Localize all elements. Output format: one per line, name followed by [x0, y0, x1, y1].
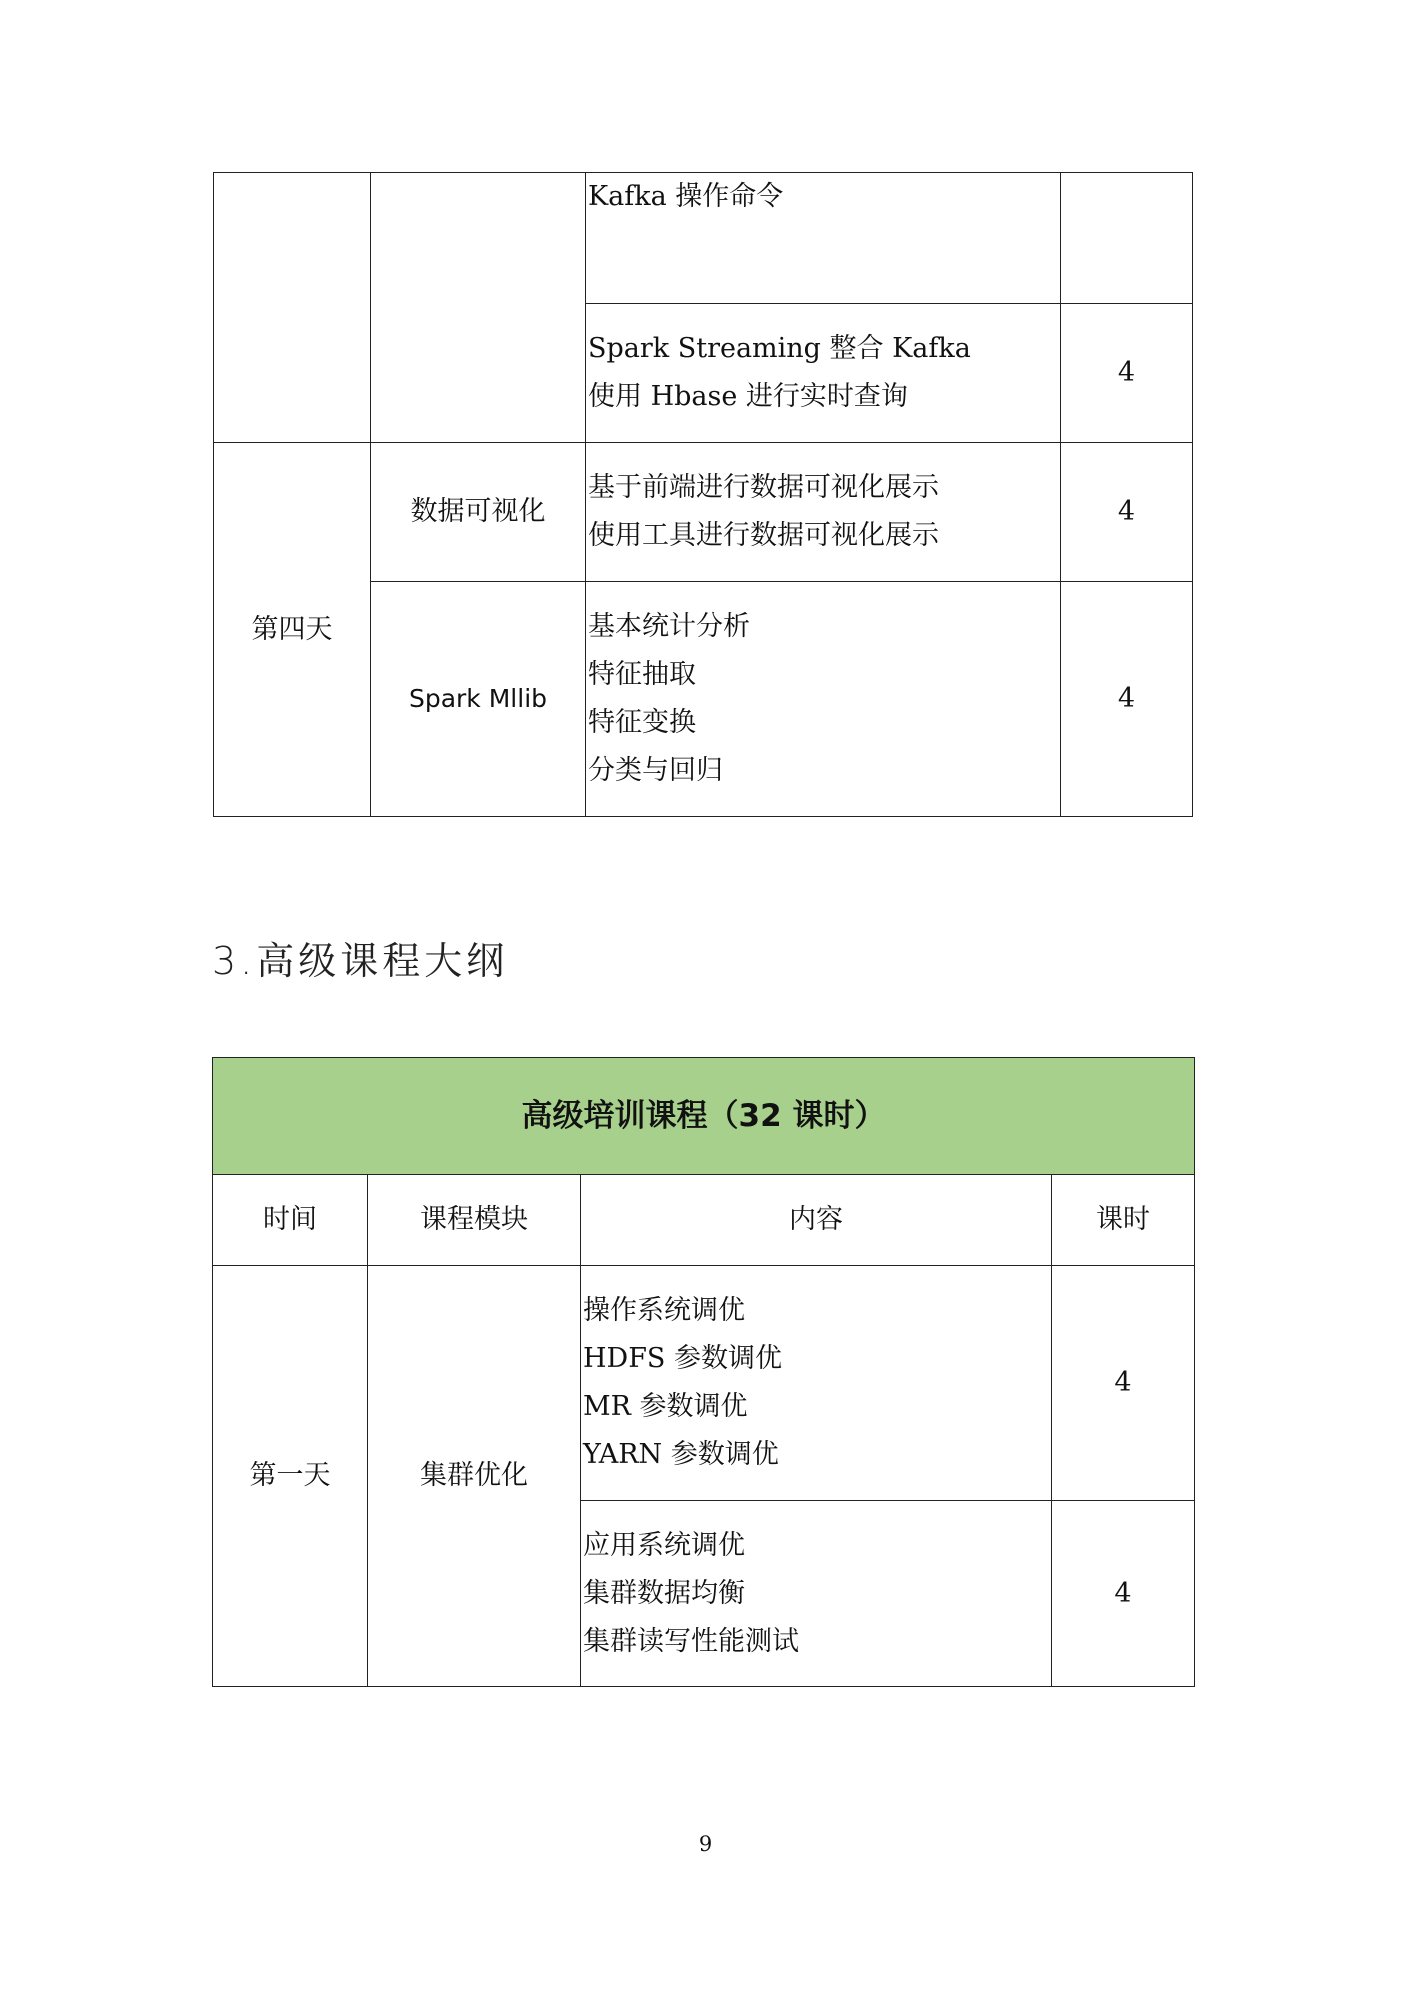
- time-cell: 第四天: [214, 443, 371, 817]
- page-number: 9: [698, 1832, 713, 1856]
- content-line: 应用系统调优: [583, 1529, 745, 1561]
- advanced-course-table: [212, 1057, 1195, 1687]
- table-title: 高级培训课程（32 课时）: [213, 1058, 1195, 1175]
- content-line: 分类与回归: [588, 755, 723, 786]
- time-cell-empty: [214, 173, 371, 443]
- content-cell: [586, 173, 1061, 304]
- content-line: YARN 参数调优: [583, 1439, 779, 1470]
- content-line: 集群读写性能测试: [583, 1625, 799, 1657]
- content-line: 集群数据均衡: [583, 1577, 745, 1609]
- section-heading: 3.高级课程大纲: [212, 939, 509, 983]
- hours-cell: 4: [1061, 304, 1193, 443]
- content-line: 使用工具进行数据可视化展示: [588, 520, 939, 551]
- content-cell: [586, 582, 1061, 817]
- course-table-continued: [213, 172, 1193, 817]
- hours-cell: 4: [1052, 1266, 1195, 1501]
- header-content: 内容: [581, 1175, 1052, 1266]
- hours-cell: 4: [1052, 1501, 1195, 1687]
- content-line: Kafka 操作命令: [588, 181, 784, 212]
- content-line: 基于前端进行数据可视化展示: [588, 472, 939, 503]
- module-cell: 数据可视化: [371, 443, 586, 582]
- hours-cell: [1061, 173, 1193, 304]
- module-cell: Spark Mllib: [371, 582, 586, 817]
- hours-cell: 4: [1061, 443, 1193, 582]
- header-time: 时间: [213, 1175, 368, 1266]
- content-cell: [581, 1266, 1052, 1501]
- content-cell: [586, 304, 1061, 443]
- time-cell: 第一天: [213, 1266, 368, 1687]
- hours-cell: 4: [1061, 582, 1193, 817]
- header-hours: 课时: [1052, 1175, 1195, 1266]
- content-line: 使用 Hbase 进行实时查询: [588, 381, 908, 412]
- content-line: 特征变换: [588, 707, 696, 738]
- content-line: MR 参数调优: [583, 1391, 748, 1422]
- content-line: HDFS 参数调优: [583, 1343, 783, 1374]
- module-cell: 集群优化: [368, 1266, 581, 1687]
- content-line: 基本统计分析: [588, 611, 750, 642]
- header-module: 课程模块: [368, 1175, 581, 1266]
- module-cell-empty: [371, 173, 586, 443]
- content-line: Spark Streaming 整合 Kafka: [588, 333, 971, 364]
- content-cell: [586, 443, 1061, 582]
- content-line: 特征抽取: [588, 659, 696, 690]
- content-cell: [581, 1501, 1052, 1687]
- content-line: 操作系统调优: [583, 1295, 745, 1326]
